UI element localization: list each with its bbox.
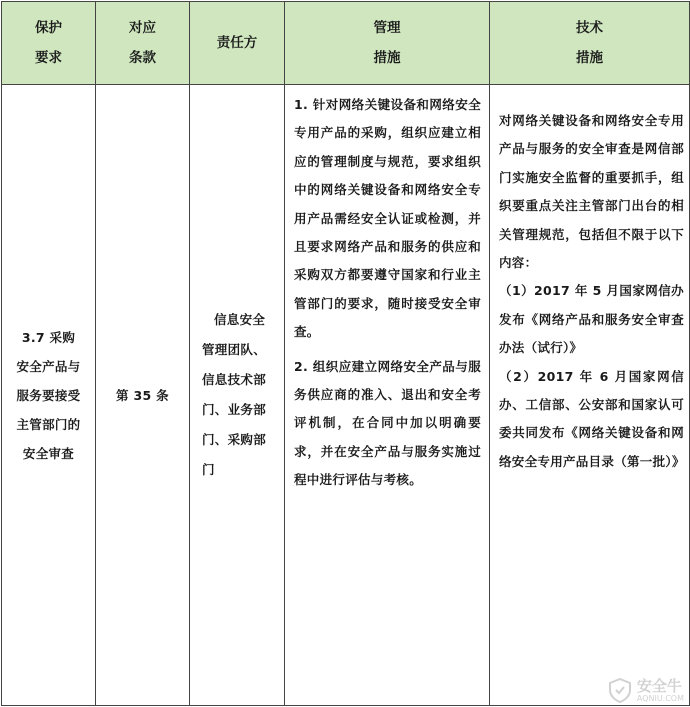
watermark-url: AQNIU.COM [636,693,684,703]
requirement-line: 安全审查 [22,445,75,461]
header-text-line: 条款 [129,50,156,66]
requirement-line: 安全产品与 [16,358,81,374]
requirement-line: 主管部门的 [16,416,81,432]
watermark-text [637,678,684,703]
header-text-line: 管理 [373,20,401,36]
clause-cell [96,85,190,706]
watermark-name: 安全牛 [636,676,682,695]
watermark [607,677,684,703]
responsible-line: 门 [202,462,215,477]
header-protection-requirement [2,2,96,85]
table-row [2,85,690,706]
header-technical-measures [490,2,690,85]
management-cell [285,85,490,706]
header-text-line: 措施 [373,50,401,66]
management-paragraph: 1. 针对网络关键设备和网络安全专用产品的采购，组织应建立相应的管理制度与规范，要求组织中的网络关键设备和网络安全专用产品需经安全认证或检测，并且要求网络产品和服务的供应和采购双方都要遵守国家和行业主管部门的要求，随时接受安全审查。 [294,97,481,340]
header-management-measures [285,2,490,85]
requirement-cell [2,85,96,706]
technical-cell [490,85,690,706]
header-row [2,2,690,85]
responsible-line: 门、业务部 [202,402,267,417]
responsible-line: 管理团队、 [202,342,267,357]
header-text-line: 技术 [576,20,603,36]
table-header [2,2,690,85]
header-text-line: 措施 [576,50,603,66]
header-text-line: 对应 [129,20,156,36]
responsible-cell [190,85,285,706]
clause-text: 第 35 条 [116,387,169,403]
requirement-line: 3.7 采购 [21,329,76,345]
header-text-line: 保护 [35,20,62,36]
header-text-line: 责任方 [216,35,258,51]
header-responsible-party [190,2,285,85]
shield-logo-icon [607,677,633,703]
technical-paragraph: 对网络关键设备和网络安全专用产品与服务的安全审查是网信部门实施安全监督的重要抓手，组织要重点关注主管部门出台的相关管理规范，包括但不限于以下内容： [499,113,684,271]
requirement-line: 服务要接受 [16,387,81,403]
header-clause [96,2,190,85]
technical-paragraph: （2）2017 年 6 月国家网信办、工信部、公安部和国家认可委共同发布《网络关键设备和网络安全专用产品目录（第一批）》 [499,368,685,469]
technical-paragraph: （1）2017 年 5 月国家网信办发布《网络产品和服务安全审查办法（试行）》 [499,283,684,356]
header-text-line: 要求 [35,50,62,66]
responsible-line: 信息安全 [214,312,266,327]
responsible-line: 门、采购部 [202,432,267,447]
requirements-table [1,1,690,706]
responsible-line: 信息技术部 [202,372,267,387]
management-paragraph: 2. 组织应建立网络安全产品与服务供应商的准入、退出和安全考评机制，在合同中加以明确要求，并在安全产品与服务实施过程中进行评估与考核。 [294,358,481,488]
